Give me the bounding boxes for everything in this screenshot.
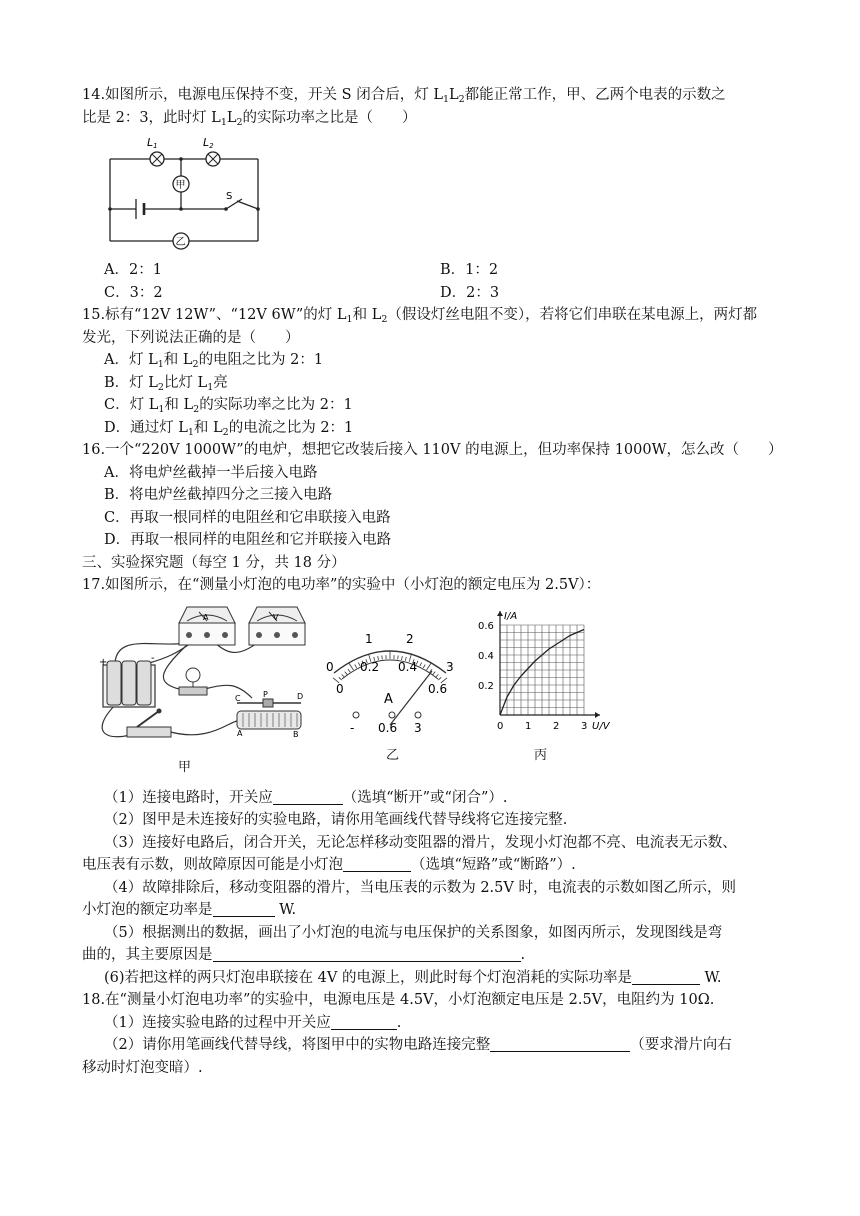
section-3-heading: 三、实验探究题（每空 1 分，共 18 分）: [82, 554, 346, 571]
dial-tick: [427, 663, 431, 670]
q17-blank-1[interactable]: [273, 788, 343, 805]
svg-text:0.6: 0.6: [428, 681, 448, 696]
exam-page: [82, 84, 782, 1079]
dial-tick: [339, 677, 342, 680]
q14-options-row1: [82, 259, 782, 282]
q16-stem: 16.一个“220V 1000W”的电炉，想把它改装后接入 110V 的电源上，但功率保持 1000W，怎么改（ ）: [82, 442, 783, 458]
x-tick-label: 0: [497, 720, 504, 732]
q17-part-3-cont: 电压表有示数，则故障原因可能是小灯泡 （选填“短路”或“断路”）.: [82, 857, 576, 873]
svg-text:3: 3: [446, 659, 454, 674]
svg-text:3: 3: [414, 720, 422, 735]
q16-option-c[interactable]: C．再取一根同样的电阻丝和它串联接入电路: [104, 509, 391, 526]
svg-text:B: B: [293, 729, 299, 739]
dial-tick: [433, 671, 436, 674]
voltmeter-icon: [249, 607, 305, 645]
q18-blank-1[interactable]: [331, 1013, 397, 1030]
svg-text:-: -: [350, 720, 355, 735]
svg-text:1: 1: [365, 631, 373, 646]
svg-text:0: 0: [336, 681, 344, 696]
q17-part-6: (6)若把这样的两只灯泡串联接在 4V 的电源上，则此时每个灯泡消耗的实际功率是 W.: [104, 969, 722, 986]
q17-part-4: （4）故障排除后，移动变阻器的滑片，当电压表的示数为 2.5V 时，电流表的示数如图乙所示，则: [104, 879, 736, 896]
q18-stem: 18.在“测量小灯泡电功率”的实验中，电源电压是 4.5V，小灯泡额定电压是 2.5V，电阻约为 10Ω.: [82, 992, 715, 1008]
lamp-l2-icon: [206, 152, 220, 166]
q17-blank-3[interactable]: [343, 855, 411, 872]
q18-part-1: （1）连接实验电路的过程中开关应 .: [104, 1014, 402, 1031]
svg-text:P: P: [263, 689, 268, 699]
svg-text:0: 0: [326, 659, 334, 674]
q15-option-c[interactable]: C．灯 $L_1$和 $L_2$的实际功率之比为 2：1: [104, 397, 353, 415]
q14-circuit-diagram: [102, 129, 272, 251]
q17-iu-chart: [478, 607, 618, 737]
svg-text:D: D: [297, 691, 304, 701]
q16-option-a[interactable]: A．将电炉丝截掉一半后接入电路: [104, 464, 318, 481]
label-yi: 乙: [175, 237, 186, 248]
q15-stem-line2: 发光，下列说法正确的是（ ）: [82, 329, 300, 346]
svg-text:A: A: [203, 612, 209, 622]
x-axis-label: U/V: [592, 720, 610, 732]
q14-option-c[interactable]: C．3：2: [104, 284, 163, 301]
label-jia: 甲: [175, 180, 186, 191]
fig-yi-caption: 乙: [386, 747, 400, 763]
q15-option-a[interactable]: A．灯 $L_1$和 $L_2$的电阻之比为 2：1: [104, 352, 324, 370]
fig-bing-caption: 丙: [534, 747, 548, 763]
q17-stem: 17.如图所示，在“测量小灯泡的电功率”的实验中（小灯泡的额定电压为 2.5V）：: [82, 577, 601, 593]
rheostat-icon: [235, 690, 303, 739]
dial-tick: [349, 663, 353, 670]
q15-option-d[interactable]: D．通过灯 $L_1$和 $L_2$的电流之比为 2：1: [104, 419, 354, 438]
label-l1: L1: [147, 136, 158, 150]
x-tick-label: 3: [581, 720, 588, 732]
q17-part-5: （5）根据测出的数据，画出了小灯泡的电流与电压保护的关系图象，如图丙所示，发现图线是弯: [104, 924, 723, 941]
q18-blank-2[interactable]: [490, 1035, 630, 1052]
dial-tick: [348, 669, 350, 672]
q14-options-row2: [82, 282, 782, 305]
q17-apparatus-figure: [87, 603, 337, 758]
q17-blank-4[interactable]: [213, 900, 275, 917]
y-tick-label: 0.6: [478, 620, 494, 632]
lamp-l1-icon: [150, 152, 164, 166]
svg-text:0.2: 0.2: [360, 659, 380, 674]
y-tick-label: 0.2: [478, 680, 494, 692]
svg-text:0.6: 0.6: [378, 720, 398, 735]
x-tick-label: 2: [553, 720, 560, 732]
x-tick-label: 1: [525, 720, 532, 732]
q17-part-3: （3）连接好电路后，闭合开关，无论怎样移动变阻器的滑片，发现小灯泡都不亮、电流表无示数、: [104, 834, 737, 851]
dial-tick: [438, 677, 441, 680]
x-axis-arrow: [595, 712, 600, 718]
q17-part-2: （2）图甲是未连接好的实验电路，请你用笔画线代替导线将它连接完整.: [104, 812, 568, 828]
y-tick-label: 0.4: [478, 650, 494, 662]
dial-tick: [423, 664, 425, 667]
svg-text:0.4: 0.4: [398, 659, 418, 674]
label-s: S: [226, 191, 233, 202]
q14-stem: 14.如图所示，电源电压保持不变，开关 S 闭合后，灯 $L_1L_2$都能正常工作，甲、乙两个电表的示数之: [82, 87, 726, 105]
q17-ammeter-dial: [320, 615, 460, 735]
bulb-icon: [179, 668, 207, 695]
svg-text:A: A: [237, 728, 243, 738]
q15-option-b[interactable]: B．灯 $L_2$比灯 $L_1$亮: [104, 374, 228, 393]
q18-part-2-cont: 移动时灯泡变暗）.: [82, 1059, 203, 1076]
ammeter-icon: [179, 607, 235, 645]
q14-option-d[interactable]: D．2：3: [440, 284, 500, 301]
q14-option-a[interactable]: A．2：1: [104, 262, 162, 278]
y-axis-label: I/A: [504, 610, 518, 622]
q16-option-d[interactable]: D．再取一根同样的电阻丝和它并联接入电路: [104, 532, 392, 548]
svg-text:C: C: [235, 693, 241, 703]
svg-text:-: -: [151, 652, 155, 664]
fig-jia-caption: 甲: [178, 759, 192, 775]
q17-blank-5[interactable]: [213, 945, 521, 962]
dial-tick: [420, 662, 422, 666]
svg-text:V: V: [273, 612, 279, 622]
q17-part-5-cont: 曲的，其主要原因是 .: [82, 947, 526, 963]
dial-tick: [355, 664, 357, 667]
q16-option-b[interactable]: B．将电炉丝截掉四分之三接入电路: [104, 487, 333, 503]
q17-part-4-cont: 小灯泡的额定功率是 W.: [82, 902, 297, 918]
label-l2: L2: [203, 136, 214, 150]
q14-stem-line2: 比是 2：3，此时灯 $L_1L_2$的实际功率之比是（ ）: [82, 109, 417, 128]
battery-pack-icon: [99, 653, 155, 707]
q18-part-2: （2）请你用笔画线代替导线，将图甲中的实物电路连接完整 （要求滑片向右: [104, 1037, 732, 1053]
q15-stem: 15.标有“12V 12W”、“12V 6W”的灯 $L_1$和 $L_2$（假设灯丝电阻不变），若将它们串联在某电源上，两灯都: [82, 307, 758, 325]
q17-blank-6[interactable]: [632, 968, 700, 985]
knife-switch-icon: [127, 708, 171, 737]
q17-figures: [82, 603, 782, 783]
svg-text:A: A: [384, 691, 393, 707]
q14-option-b[interactable]: B．1：2: [440, 262, 499, 278]
y-axis-arrow: [497, 611, 503, 616]
dial-tick: [436, 674, 439, 677]
q17-part-1: （1）连接电路时，开关应 （选填“断开”或“闭合”）.: [104, 789, 508, 806]
svg-text:+: +: [99, 656, 108, 668]
svg-text:2: 2: [406, 631, 414, 646]
dial-tick: [342, 674, 345, 677]
dial-tick: [345, 671, 348, 674]
